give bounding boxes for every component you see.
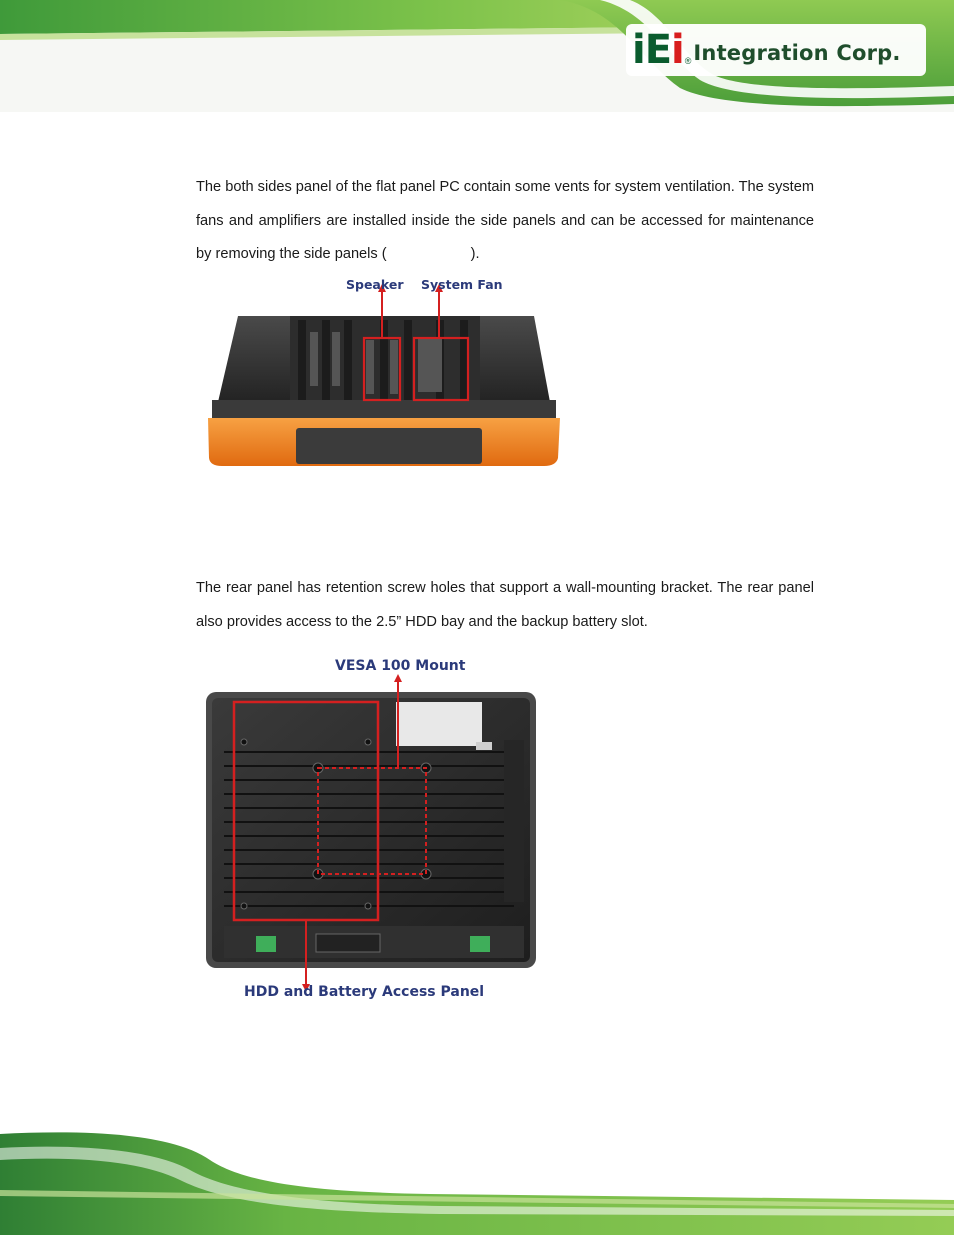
rear-panel-paragraph: The rear panel has retention screw holes that support a wall-mounting bracket. The rear panel also provides access to the 2.5” HDD bay and the backup battery slot. — [196, 580, 814, 630]
speaker-label: Speaker — [346, 277, 404, 292]
logo-wordmark: Integration Corp. — [693, 41, 901, 65]
side-panel-photo — [204, 276, 562, 472]
footer-banner — [0, 1130, 954, 1235]
hdd-battery-panel-label: HDD and Battery Access Panel — [244, 984, 485, 1000]
registered-mark: ® — [684, 56, 692, 66]
system-fan-label: System Fan — [421, 277, 503, 292]
iei-logo — [632, 28, 901, 72]
vesa-mount-label: VESA 100 Mount — [335, 658, 466, 674]
rear-panel-figure — [204, 656, 540, 1006]
rear-panel-photo — [204, 656, 540, 1006]
header-banner — [0, 0, 954, 112]
side-panel-figure — [204, 276, 562, 472]
footer-green-swoosh — [0, 1130, 954, 1235]
side-panel-paragraph: The both sides panel of the flat panel PC contain some vents for system ventilation. The system fans and amplifiers are installed inside the side panels and can be accessed for maintenance by removing the side panels ( ). — [196, 179, 814, 262]
logo-mark: iEi — [632, 27, 684, 73]
